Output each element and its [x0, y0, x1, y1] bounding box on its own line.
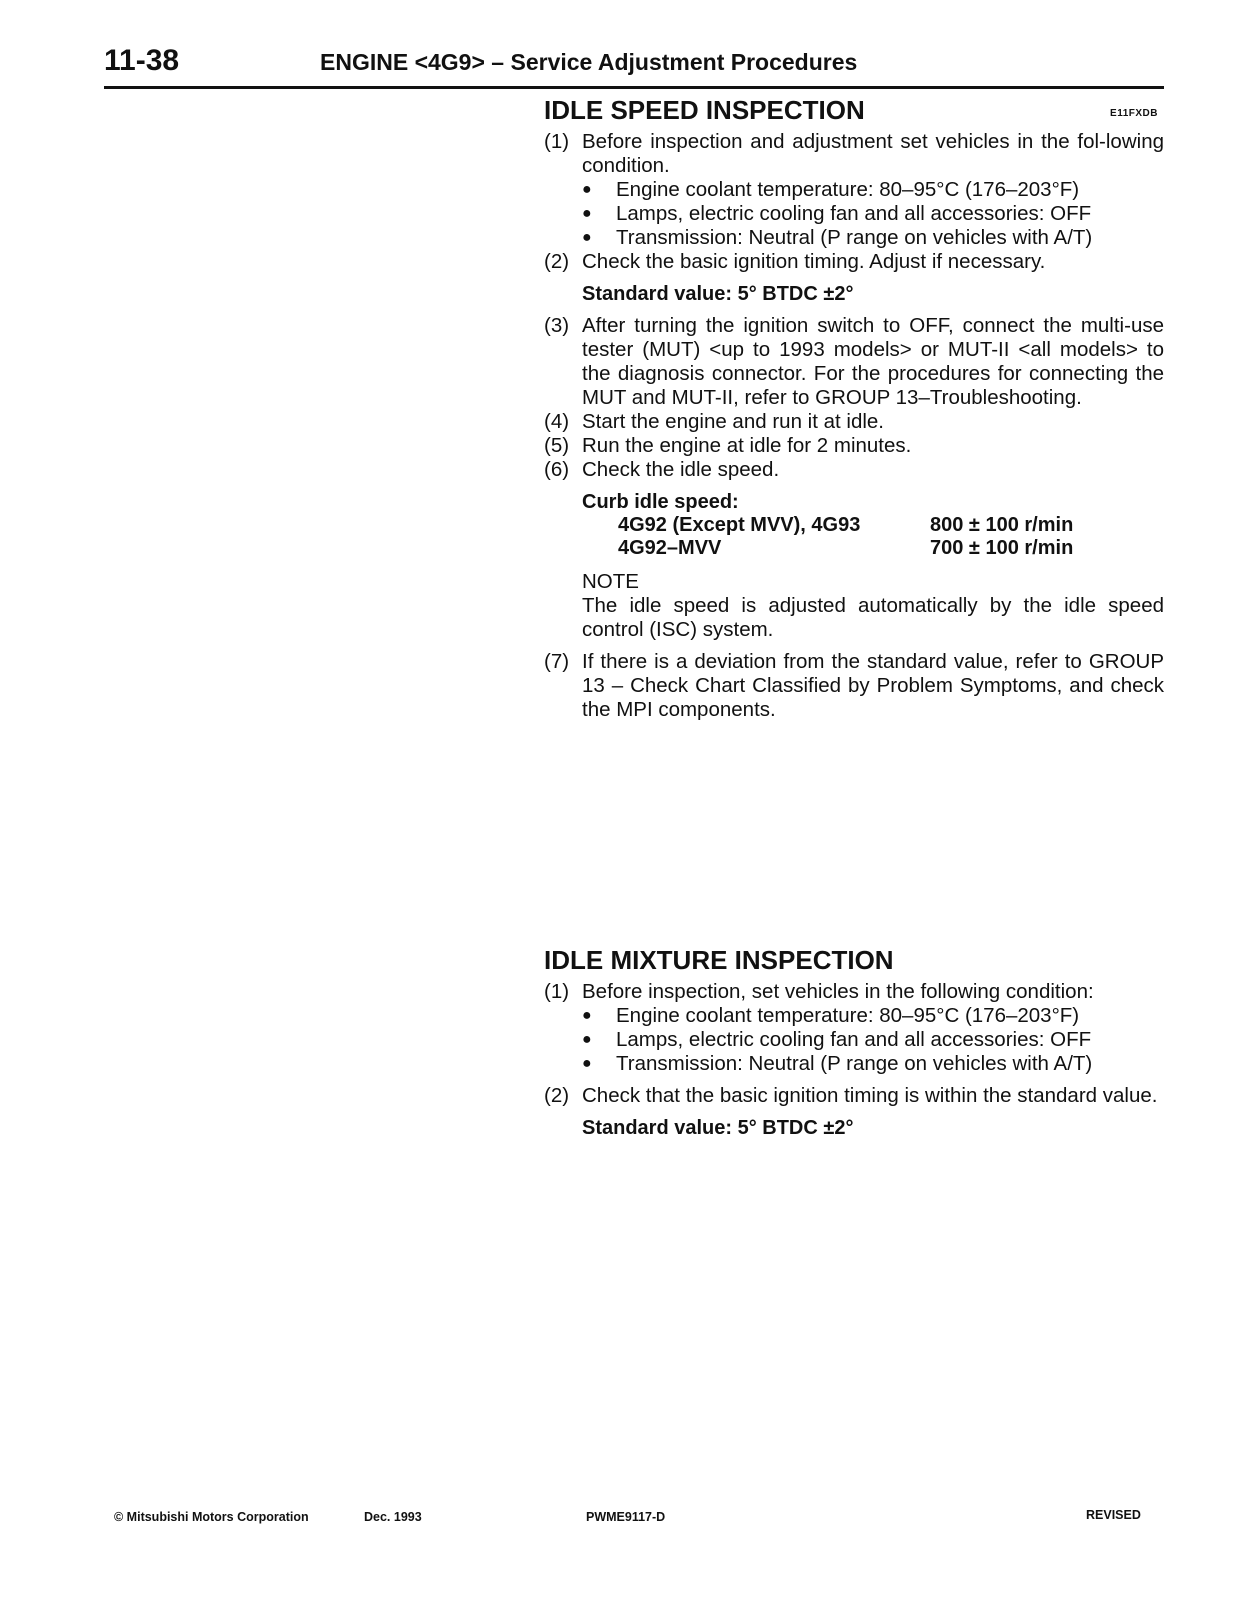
step-text: Check the idle speed. — [582, 458, 780, 481]
step-text: Run the engine at idle for 2 minutes. — [582, 434, 912, 457]
step-7 — [544, 650, 1164, 722]
bullet-icon: ● — [582, 205, 592, 222]
bullet-text: Lamps, electric cooling fan and all accessories: OFF — [616, 202, 1092, 225]
standard-value: Standard value: 5° BTDC ±2° — [582, 283, 854, 305]
list-item — [544, 202, 1164, 226]
step-text: If there is a deviation from the standard value, refer to GROUP 13 – Check Chart Classified by Problem Symptoms, and check the MPI components. — [582, 650, 1164, 721]
step-number: (5) — [544, 434, 570, 457]
step-6 — [544, 458, 1164, 482]
step-number: (3) — [544, 314, 570, 337]
step-text: Before inspection, set vehicles in the following condition: — [582, 980, 1094, 1003]
curb-idle-row — [544, 514, 1164, 537]
list-item — [544, 178, 1164, 202]
section-heading — [544, 94, 1164, 130]
step-3 — [544, 314, 1164, 410]
section-title: IDLE MIXTURE INSPECTION — [544, 945, 894, 975]
section-heading — [544, 944, 1164, 980]
section-title: IDLE SPEED INSPECTION — [544, 95, 865, 125]
step-number: (7) — [544, 650, 570, 673]
header-title: ENGINE <4G9> – Service Adjustment Procedures — [320, 49, 858, 75]
standard-value: Standard value: 5° BTDC ±2° — [582, 1117, 854, 1139]
step-text: Check the basic ignition timing. Adjust if necessary. — [582, 250, 1046, 273]
curb-idle-title: Curb idle speed: — [582, 491, 739, 513]
section-code: E11FXDB — [1110, 108, 1158, 119]
footer-status: REVISED — [1086, 1508, 1141, 1522]
idle-mixture-section — [544, 944, 1164, 1148]
step-4 — [544, 410, 1164, 434]
bullet-text: Lamps, electric cooling fan and all accessories: OFF — [616, 1028, 1092, 1051]
step-2 — [544, 250, 1164, 274]
step-number: (2) — [544, 250, 570, 273]
step-text: Start the engine and run it at idle. — [582, 410, 885, 433]
page-number: 11-38 — [104, 44, 180, 77]
step-2 — [544, 1084, 1164, 1108]
curb-value: 700 ± 100 r/min — [930, 537, 1074, 559]
step-number: (6) — [544, 458, 570, 481]
curb-model: 4G92 (Except MVV), 4G93 — [618, 514, 861, 536]
bullet-icon: ● — [582, 229, 592, 246]
footer-doc-code: PWME9117-D — [586, 1510, 666, 1524]
list-item — [544, 1052, 1164, 1076]
step-5 — [544, 434, 1164, 458]
footer-date: Dec. 1993 — [364, 1510, 422, 1524]
step-1 — [544, 130, 1164, 178]
step-number: (1) — [544, 130, 570, 153]
step-number: (1) — [544, 980, 570, 1003]
bullet-icon: ● — [582, 1031, 592, 1048]
step-text: Check that the basic ignition timing is within the standard value. — [582, 1084, 1158, 1107]
note-label: NOTE — [582, 570, 639, 593]
note-text: The idle speed is adjusted automatically by the idle speed control (ISC) system. — [582, 594, 1164, 641]
step-1 — [544, 980, 1164, 1004]
bullet-icon: ● — [582, 181, 592, 198]
bullet-text: Transmission: Neutral (P range on vehicles with A/T) — [616, 226, 1093, 249]
bullet-icon: ● — [582, 1007, 592, 1024]
footer-copyright: © Mitsubishi Motors Corporation — [114, 1510, 309, 1524]
step-text: After turning the ignition switch to OFF, connect the multi-use tester (MUT) <up to 1993 models> or MUT-II <all models> to the diagnosis connector. For the procedures for connecting the MUT and MUT-II, refer to GROUP 13–Troubleshooting. — [582, 314, 1164, 409]
page-header — [104, 44, 1164, 89]
step-number: (2) — [544, 1084, 570, 1107]
curb-model: 4G92–MVV — [618, 537, 722, 559]
bullet-text: Engine coolant temperature: 80–95°C (176–203°F) — [616, 1004, 1080, 1027]
step-number: (4) — [544, 410, 570, 433]
bullet-text: Transmission: Neutral (P range on vehicles with A/T) — [616, 1052, 1093, 1075]
idle-speed-section — [544, 94, 1164, 722]
list-item — [544, 1028, 1164, 1052]
curb-idle-row — [544, 537, 1164, 560]
list-item — [544, 1004, 1164, 1028]
bullet-icon: ● — [582, 1055, 592, 1072]
list-item — [544, 226, 1164, 250]
bullet-text: Engine coolant temperature: 80–95°C (176–203°F) — [616, 178, 1080, 201]
step-text: Before inspection and adjustment set vehicles in the fol-lowing condition. — [582, 130, 1164, 177]
curb-value: 800 ± 100 r/min — [930, 514, 1074, 536]
